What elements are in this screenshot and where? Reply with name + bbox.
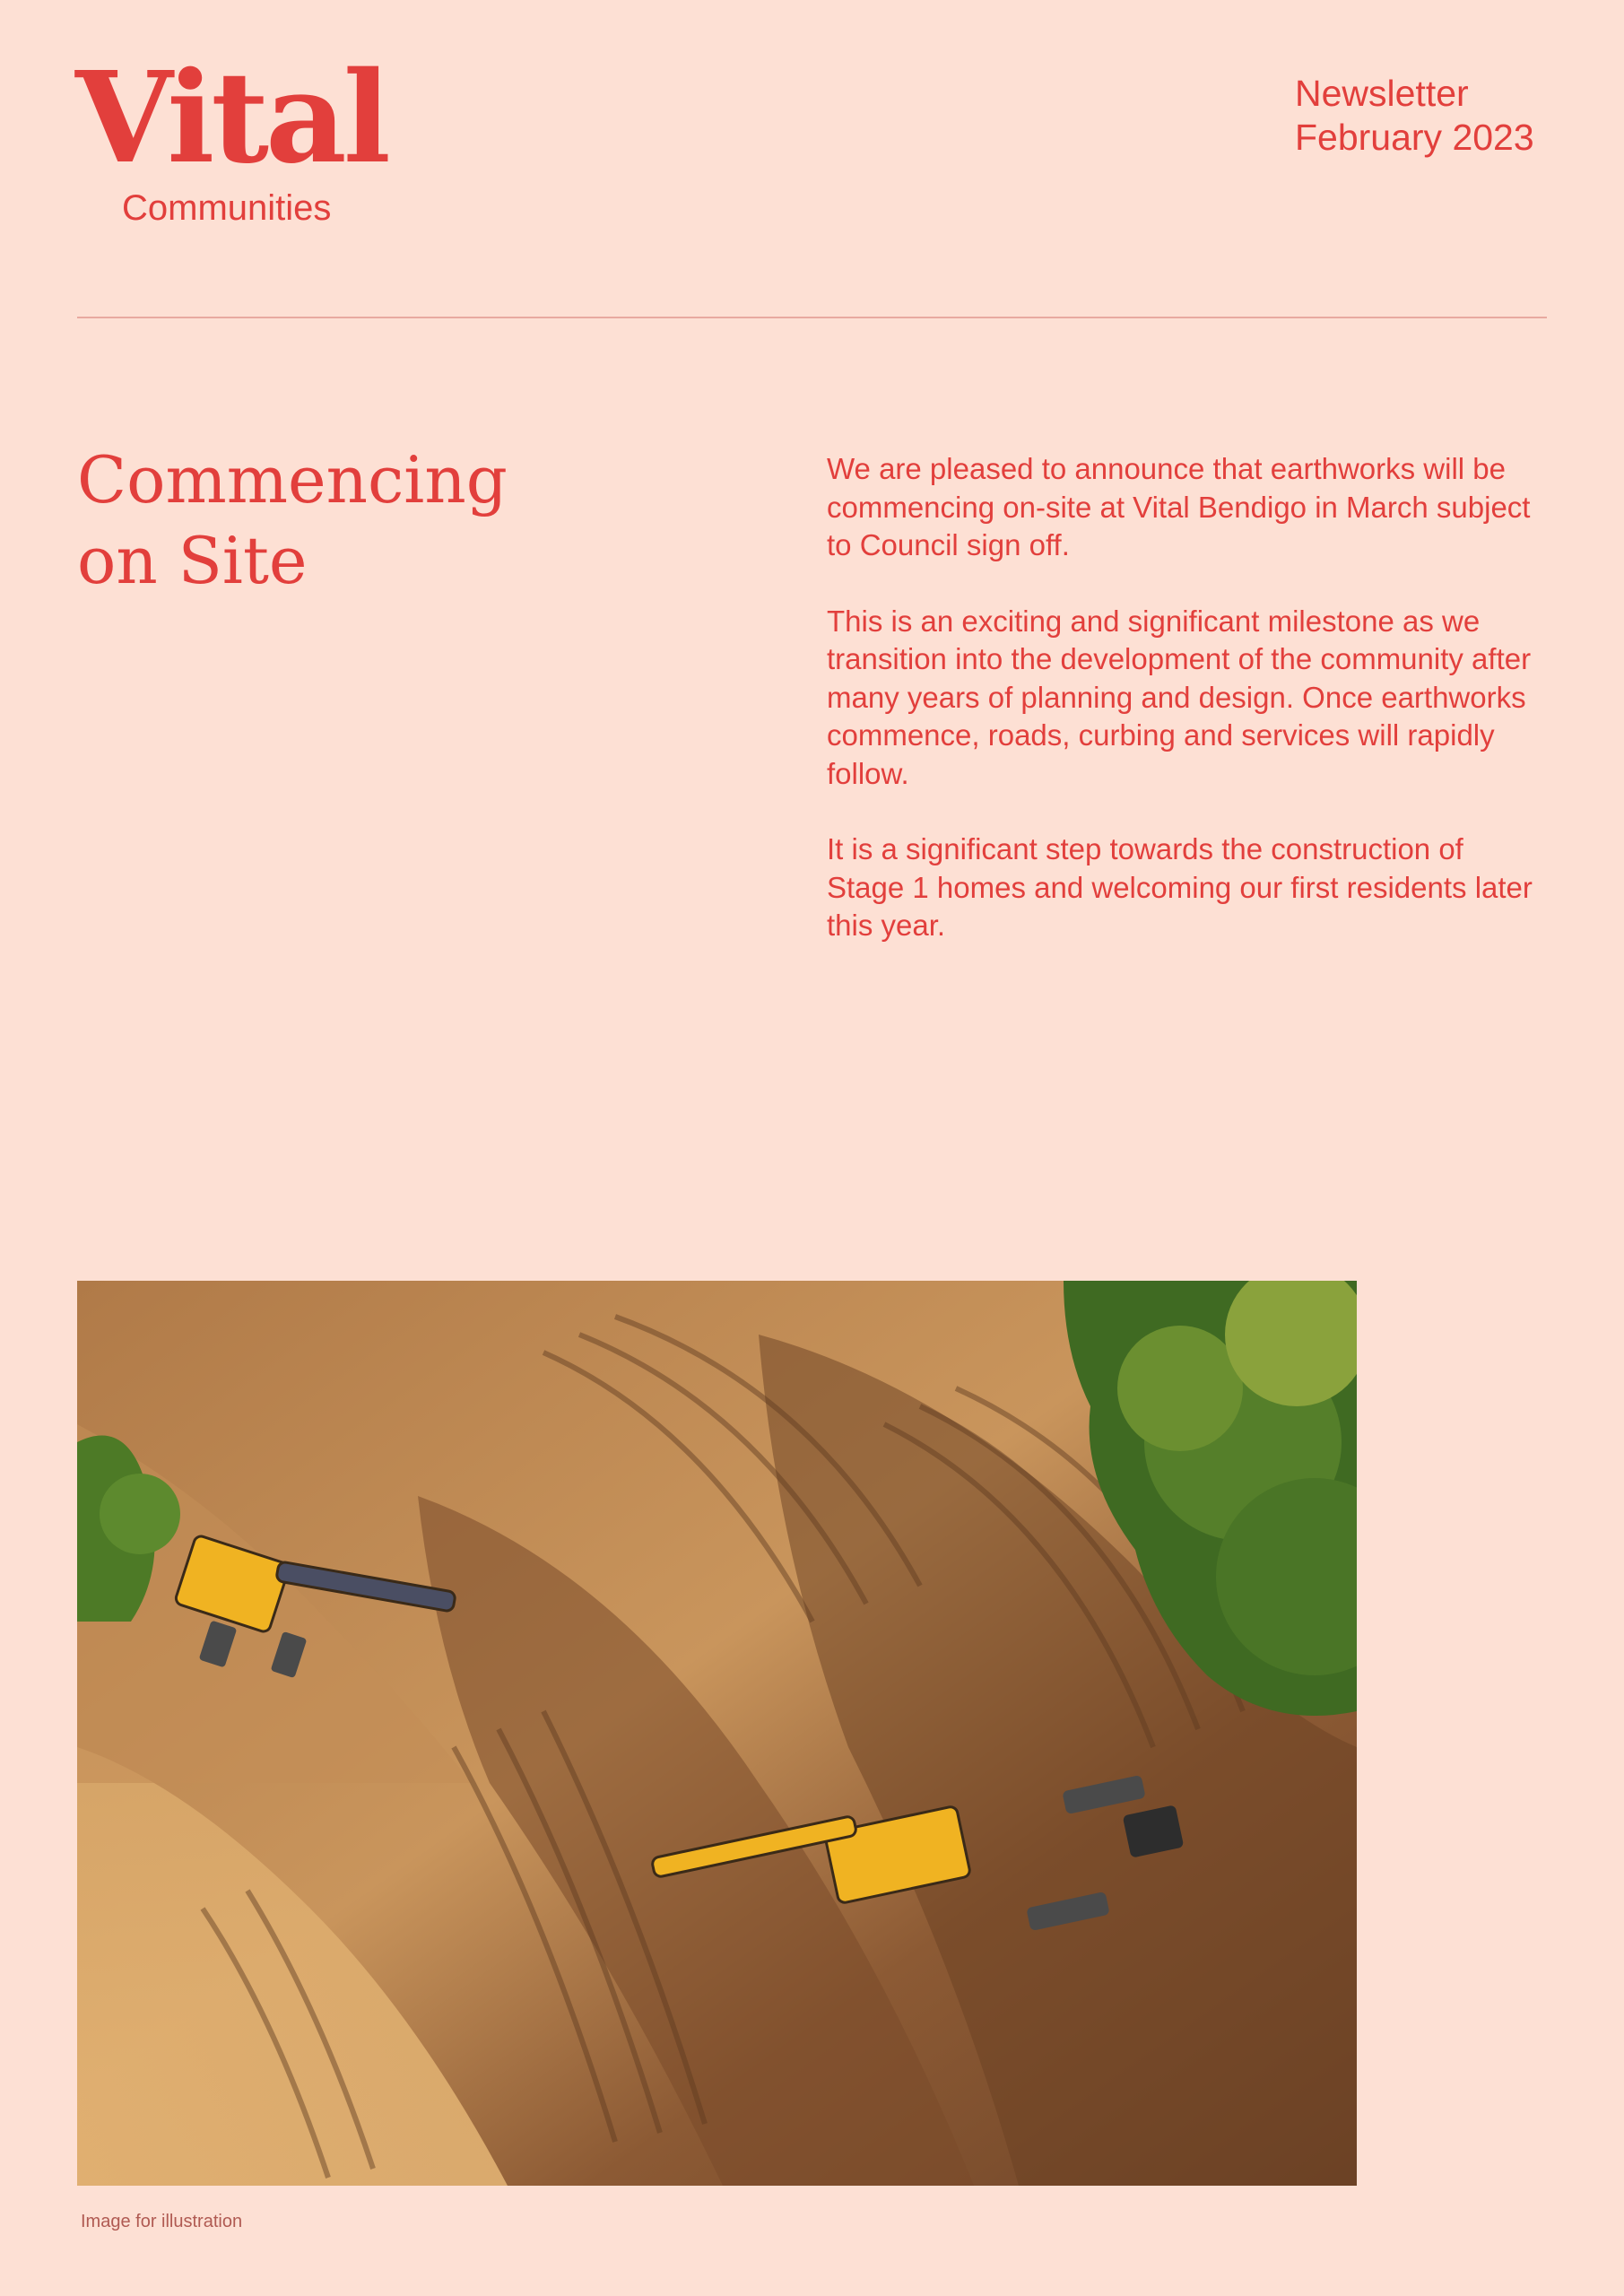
- headline-line-1: Commencing: [77, 442, 508, 517]
- issue-label: [1295, 72, 1534, 160]
- issue-type: Newsletter: [1295, 73, 1469, 114]
- article-body: [827, 450, 1535, 983]
- header-divider: [77, 317, 1547, 318]
- paragraph-3: It is a significant step towards the construction of Stage 1 homes and welcoming our first residents later this year.: [827, 832, 1533, 942]
- logo-subtitle: Communities: [122, 188, 332, 228]
- article-headline: [77, 439, 508, 601]
- headline-line-2: on Site: [77, 523, 308, 598]
- issue-date: February 2023: [1295, 117, 1534, 158]
- earthworks-photo: [77, 1281, 1357, 2186]
- paragraph-2: This is an exciting and significant milestone as we transition into the development of the community after many years of planning and design. Once earthworks commence, roads, curbing and services will rapidly follow.: [827, 604, 1532, 790]
- logo-wordmark: Vital: [75, 45, 387, 192]
- photo-caption: Image for illustration: [81, 2212, 243, 2231]
- paragraph-1: We are pleased to announce that earthworks will be commencing on-site at Vital Bendigo in March subject to Council sign off.: [827, 452, 1531, 561]
